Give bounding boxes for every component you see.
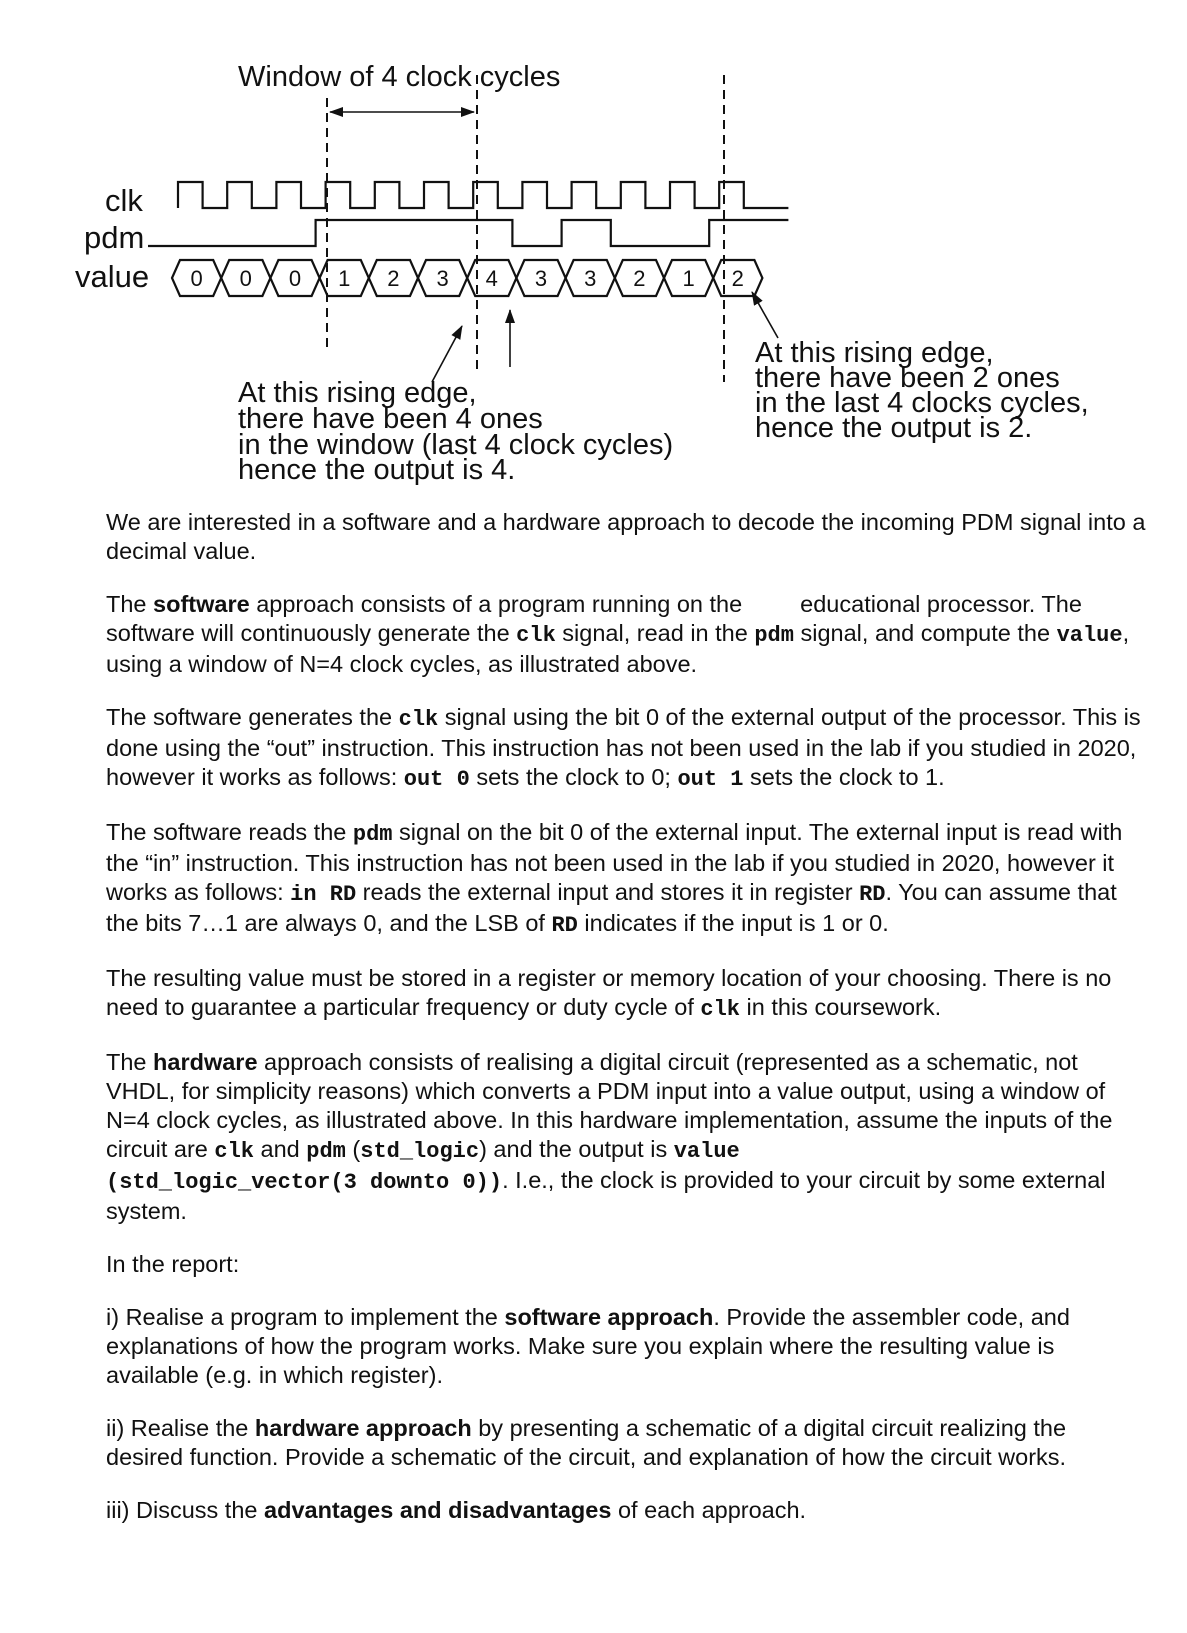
value-label-3: 1 bbox=[338, 266, 351, 291]
task-ii: ii) Realise the hardware approach by presenting a schematic of a digital circuit realizing the desired function. Provide a schematic of the circuit, and explanation of how the circuit works. bbox=[106, 1415, 1067, 1470]
paragraph-clk-gen: The software generates the clk signal using the bit 0 of the external output of the processor. This is done using the “out” instruction. This instruction has not been used in the lab if you studied in 2020, however it works as follows: out 0 sets the clock to 0; out 1 sets the clock to 1. bbox=[106, 704, 1141, 792]
value-label-0: 0 bbox=[190, 266, 203, 291]
value-label-8: 3 bbox=[584, 266, 597, 291]
paragraph-hardware: The hardware approach consists of realising a digital circuit (represented as a schematic, not VHDL, for simplicity reasons) which converts a PDM input into a value output, using a window of N=4 clock cycles, as illustrated above. In this hardware implementation, assume the inputs of the circuit are clk and pdm (std_logic) and the output is value (std_logic_vector(3 downto 0)). I.e., the clock is provided to your circuit by some external system. bbox=[106, 1049, 1113, 1224]
right-annotation-arrow bbox=[752, 292, 778, 338]
value-label-11: 2 bbox=[731, 266, 744, 291]
value-label-7: 3 bbox=[534, 266, 548, 291]
value-label-10: 1 bbox=[682, 266, 695, 291]
paragraph-result: The resulting value must be stored in a register or memory location of your choosing. There is no need to guarantee a particular frequency or duty cycle of clk in this coursework. bbox=[106, 965, 1112, 1022]
paragraph-report: In the report: bbox=[106, 1251, 240, 1277]
annotation-right-line: in the last 4 clocks cycles, bbox=[755, 387, 1089, 419]
paragraph-pdm-read: The software reads the pdm signal on the bit 0 of the external input. The external input is read with the “in” instruction. This instruction has not been used in the lab if you studied in 2020, however it works as follows: in RD reads the external input and stores it in register RD. You can assume that the bits 7…1 are always 0, and the LSB of RD indicates if the input is 1 or 0. bbox=[106, 819, 1123, 938]
timing-diagram bbox=[0, 0, 1187, 490]
value-label-1: 0 bbox=[239, 266, 252, 291]
annotation-left-line: in the window (last 4 clock cycles) bbox=[238, 429, 674, 461]
annotation-right bbox=[755, 337, 1089, 444]
window-label: Window of 4 clock cycles bbox=[238, 61, 561, 93]
annotation-left-line: hence the output is 4. bbox=[238, 454, 516, 486]
value-label-4: 2 bbox=[387, 266, 400, 291]
problem-text bbox=[106, 508, 1146, 1549]
clk-label: clk bbox=[105, 183, 143, 218]
value-label-6: 4 bbox=[485, 266, 498, 291]
annotation-left bbox=[238, 377, 673, 486]
task-iii: iii) Discuss the advantages and disadvantages of each approach. bbox=[106, 1497, 807, 1523]
paragraph-intro: We are interested in a software and a hardware approach to decode the incoming PDM signal into a decimal value. bbox=[106, 509, 1146, 564]
value-label-5: 3 bbox=[436, 266, 449, 291]
value-label-9: 2 bbox=[633, 266, 646, 291]
annotation-left-line: there have been 4 ones bbox=[238, 403, 543, 435]
annotation-right-line: At this rising edge, bbox=[755, 337, 994, 369]
pdm-waveform bbox=[148, 220, 788, 246]
pdm-label: pdm bbox=[84, 220, 145, 255]
annotation-left-line: At this rising edge, bbox=[238, 377, 477, 409]
clk-waveform bbox=[178, 182, 788, 208]
annotation-right-line: hence the output is 2. bbox=[755, 412, 1033, 444]
annotation-right-line: there have been 2 ones bbox=[755, 362, 1060, 394]
value-label-2: 0 bbox=[288, 266, 302, 291]
value-bus bbox=[172, 260, 762, 296]
paragraph-software: The software approach consists of a program running on the educational processor. The software will continuously generate the clk signal, read in the pdm signal, and compute the value, using a window of N=4 clock cycles, as illustrated above. bbox=[106, 591, 1130, 677]
left-annotation-arrow bbox=[432, 326, 462, 382]
task-i: i) Realise a program to implement the software approach. Provide the assembler code, and explanations of how the program works. Make sure you explain where the resulting value is available (e.g. in which register). bbox=[106, 1304, 1070, 1388]
value-label: value bbox=[75, 259, 150, 294]
